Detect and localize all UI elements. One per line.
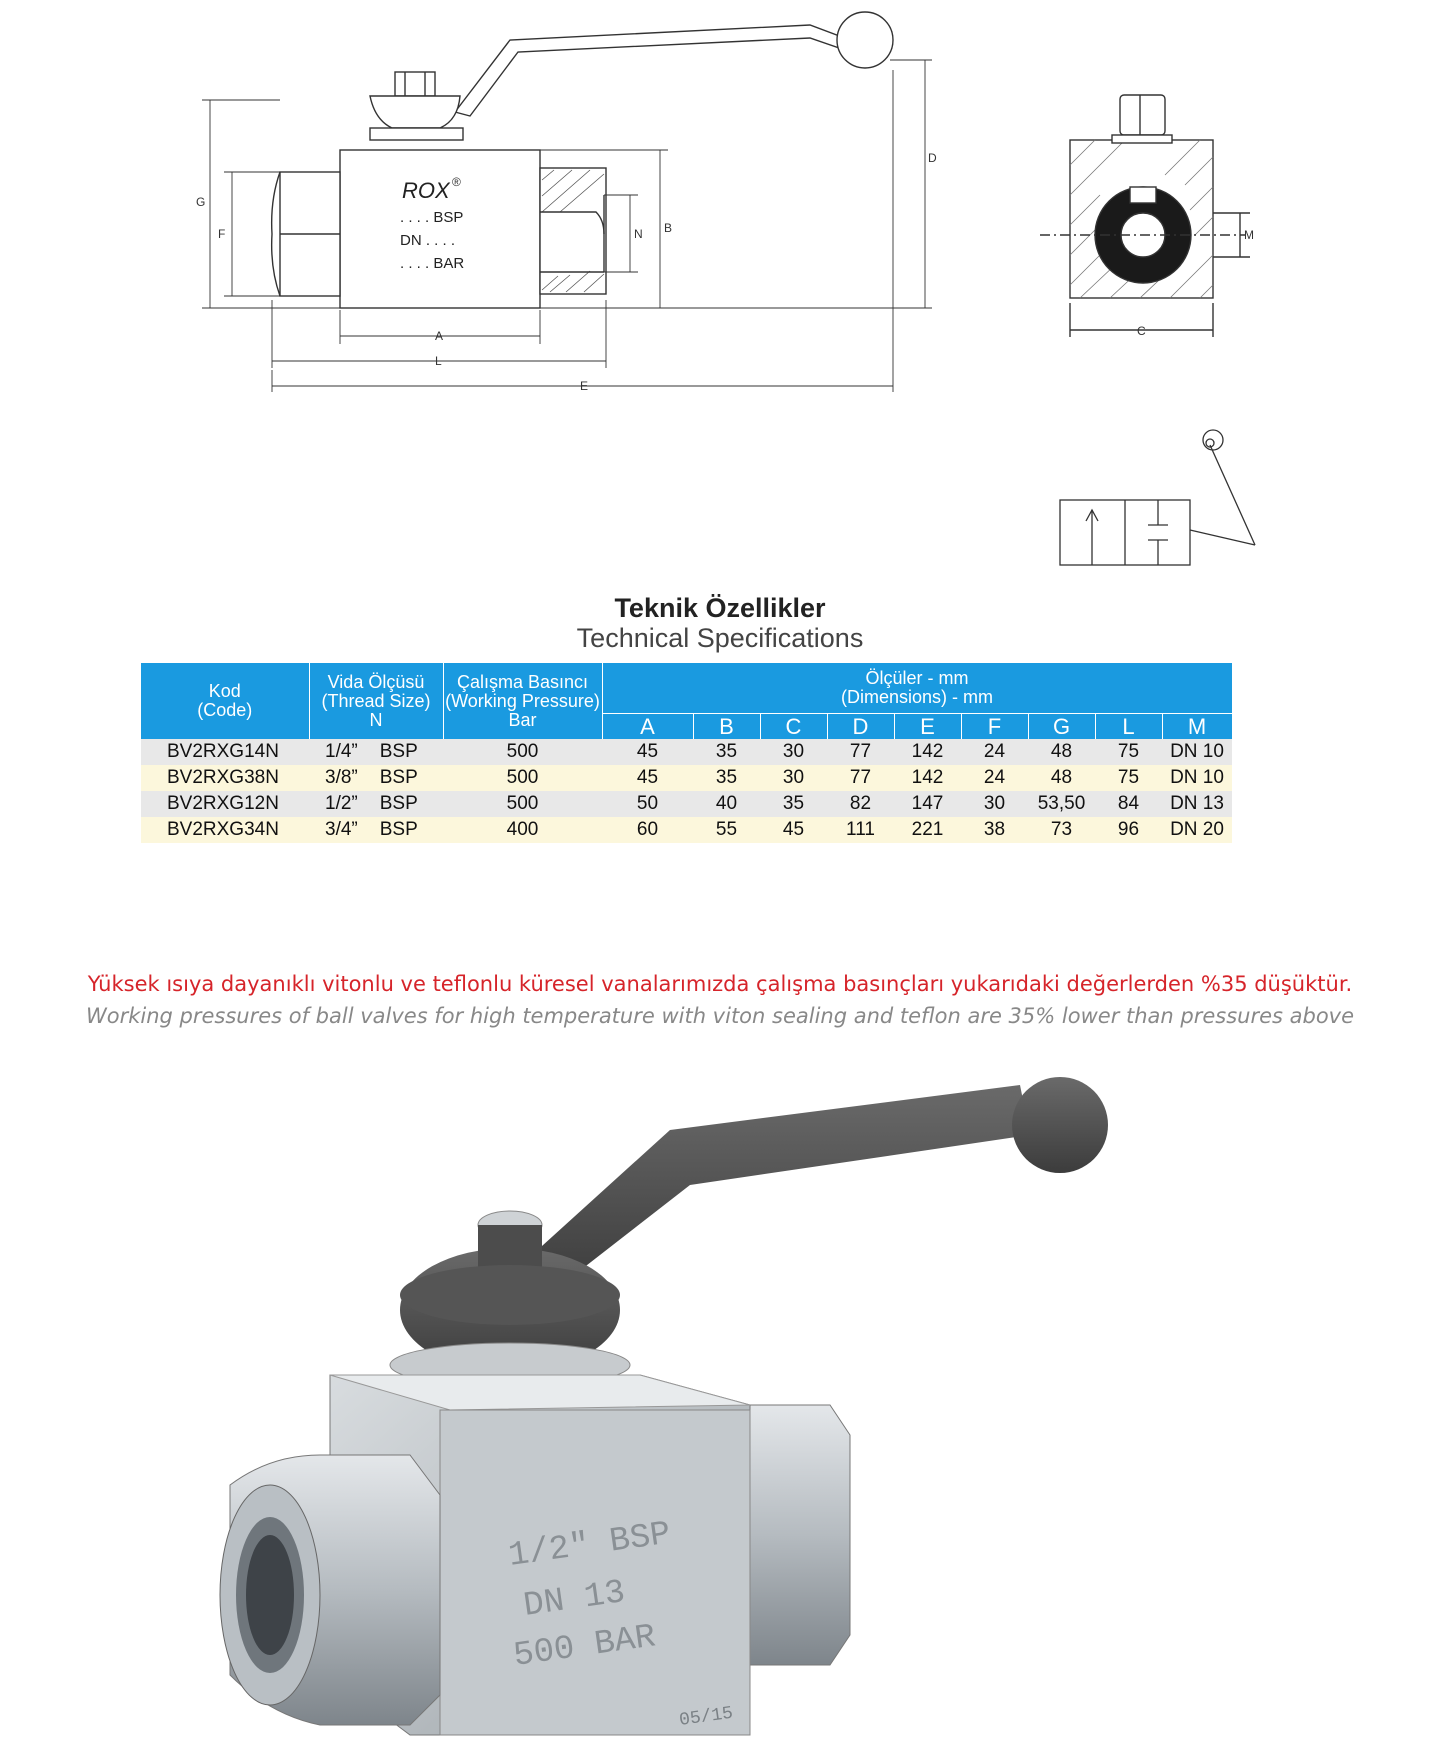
table-row [141, 739, 1232, 765]
spec-table [141, 663, 1233, 843]
cell-m: DN 10 [1162, 765, 1232, 791]
note-turkish: Yüksek ısıya dayanıklı vitonlu ve teflonlu küresel vanalarımızda çalışma basınçları yukarıdaki değerlerden %35 düşüktür. [87, 972, 1353, 996]
photo-stamp-date: 05/15 [678, 1703, 735, 1731]
cell-thread-type: BSP [379, 819, 418, 840]
hydraulic-valve-symbol [1050, 425, 1260, 575]
cell-c: 45 [760, 817, 827, 843]
cell-pressure: 400 [443, 817, 602, 843]
drawing-brand-mark: ® [452, 175, 461, 189]
header-pressure-tr: Çalışma Basıncı [456, 671, 589, 692]
header-col-l: L [1095, 714, 1162, 740]
dim-label-b: B [664, 221, 673, 235]
cell-size-value: 3/8” [325, 767, 358, 788]
spec-title-en: Technical Specifications [576, 623, 864, 653]
dim-label-g: G [196, 195, 206, 209]
dim-label-m: M [1244, 228, 1254, 242]
header-col-g: G [1028, 714, 1095, 740]
dim-label-l: L [435, 354, 442, 368]
cell-a: 45 [602, 739, 693, 765]
cell-size-value: 3/4” [325, 819, 358, 840]
cell-size [309, 791, 443, 817]
cell-b: 40 [693, 791, 760, 817]
table-row [141, 765, 1232, 791]
cell-a: 45 [602, 765, 693, 791]
cell-b: 35 [693, 765, 760, 791]
cell-c: 30 [760, 739, 827, 765]
table-row [141, 791, 1232, 817]
cell-f: 30 [961, 791, 1028, 817]
cell-l: 75 [1095, 765, 1162, 791]
cell-a: 50 [602, 791, 693, 817]
cell-l: 75 [1095, 739, 1162, 765]
cell-size [309, 765, 443, 791]
photo-stamp-size: 1/2" BSP [506, 1515, 674, 1576]
dim-label-f: F [218, 227, 226, 241]
cell-e: 142 [894, 765, 961, 791]
dim-label-n: N [634, 227, 643, 241]
header-code-tr: Kod [208, 681, 241, 701]
cell-d: 111 [827, 817, 894, 843]
cell-pressure: 500 [443, 739, 602, 765]
dim-label-c: C [1137, 324, 1146, 338]
cell-e: 221 [894, 817, 961, 843]
header-col-e: E [894, 714, 961, 740]
cell-code: BV2RXG38N [141, 765, 309, 791]
cell-l: 84 [1095, 791, 1162, 817]
drawing-body-line-1: . . . . BSP [400, 209, 464, 226]
cell-d: 82 [827, 791, 894, 817]
drawing-body-line-2: DN . . . . [400, 232, 456, 249]
cell-c: 35 [760, 791, 827, 817]
cell-size [309, 739, 443, 765]
drawing-brand: ROX [402, 178, 450, 203]
header-dims-en: (Dimensions) - mm [841, 687, 994, 707]
cell-code: BV2RXG34N [141, 817, 309, 843]
header-col-d: D [827, 714, 894, 740]
cell-f: 24 [961, 739, 1028, 765]
header-col-b: B [693, 714, 760, 740]
header-col-f: F [961, 714, 1028, 740]
cell-g: 73 [1028, 817, 1095, 843]
header-thread-sub: N [369, 709, 383, 730]
spec-title-block [0, 593, 1440, 653]
header-pressure [443, 663, 602, 739]
cell-code: BV2RXG14N [141, 739, 309, 765]
valve-side-section-drawing [1040, 75, 1270, 355]
header-thread-en: (Thread Size) [321, 690, 431, 711]
cell-e: 142 [894, 739, 961, 765]
header-pressure-en: (Working Pressure) [445, 690, 600, 711]
header-code [141, 663, 309, 739]
cell-m: DN 20 [1162, 817, 1232, 843]
product-photo [210, 1075, 1160, 1745]
cell-thread-type: BSP [379, 767, 418, 788]
cell-size-value: 1/2” [325, 793, 358, 814]
spec-title-tr: Teknik Özellikler [614, 593, 826, 623]
cell-c: 30 [760, 765, 827, 791]
header-code-en: (Code) [197, 700, 253, 720]
drawing-body-line-3: . . . . BAR [400, 255, 465, 272]
header-col-a: A [602, 714, 693, 740]
cell-d: 77 [827, 739, 894, 765]
header-thread [309, 663, 443, 739]
cell-f: 38 [961, 817, 1028, 843]
cell-pressure: 500 [443, 791, 602, 817]
photo-stamp-pressure: 500 BAR [511, 1618, 658, 1676]
header-pressure-unit: Bar [508, 709, 537, 730]
cell-g: 48 [1028, 765, 1095, 791]
photo-stamp-dn: DN 13 [521, 1574, 628, 1626]
cell-m: DN 13 [1162, 791, 1232, 817]
cell-b: 35 [693, 739, 760, 765]
cell-g: 53,50 [1028, 791, 1095, 817]
dim-label-e: E [580, 379, 589, 393]
header-col-c: C [760, 714, 827, 740]
cell-pressure: 500 [443, 765, 602, 791]
cell-l: 96 [1095, 817, 1162, 843]
cell-thread-type: BSP [379, 793, 418, 814]
header-dims-tr: Ölçüler - mm [865, 668, 969, 688]
cell-size [309, 817, 443, 843]
valve-front-drawing [190, 0, 950, 400]
cell-size-value: 1/4” [325, 741, 358, 762]
dim-label-d: D [928, 151, 937, 165]
cell-code: BV2RXG12N [141, 791, 309, 817]
cell-b: 55 [693, 817, 760, 843]
header-dimensions [602, 663, 1232, 714]
cell-g: 48 [1028, 739, 1095, 765]
cell-e: 147 [894, 791, 961, 817]
header-thread-tr: Vida Ölçüsü [327, 671, 425, 692]
cell-m: DN 10 [1162, 739, 1232, 765]
cell-a: 60 [602, 817, 693, 843]
cell-d: 77 [827, 765, 894, 791]
dim-label-a: A [435, 329, 444, 343]
table-row [141, 817, 1232, 843]
cell-f: 24 [961, 765, 1028, 791]
note-english: Working pressures of ball valves for high temperature with viton sealing and teflon are 35% lower than pressures above [85, 1004, 1355, 1028]
header-col-m: M [1162, 714, 1232, 740]
cell-thread-type: BSP [379, 741, 418, 762]
